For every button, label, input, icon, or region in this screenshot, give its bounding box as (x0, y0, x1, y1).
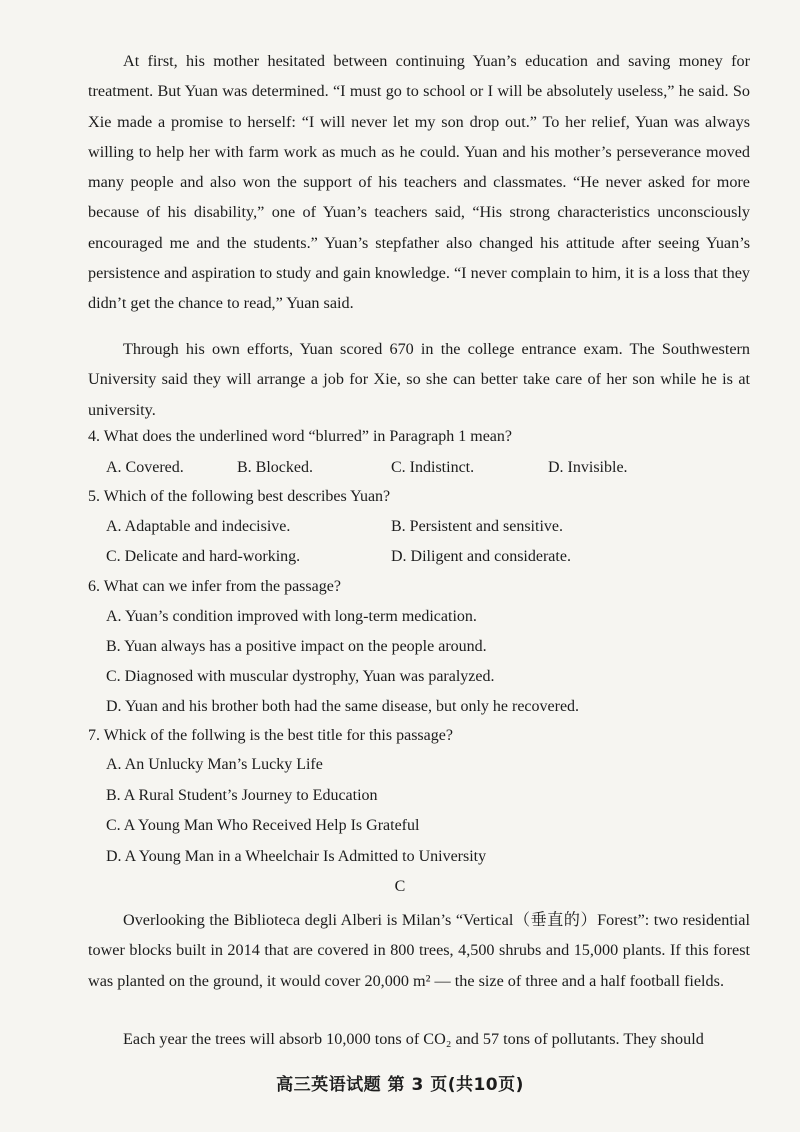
question-7-option-a: A. An Unlucky Man’s Lucky Life (106, 756, 323, 773)
question-5-stem: 5. Which of the following best describes Yuan? (88, 488, 391, 505)
question-5-option-d: D. Diligent and considerate. (391, 548, 571, 565)
question-6-option-a: A. Yuan’s condition improved with long-term medication. (106, 608, 477, 625)
section-c-paragraph-2: Each year the trees will absorb 10,000 tons of CO₂ and 57 tons of pollutants. They should (123, 1030, 704, 1048)
question-7-stem: 7. Whick of the follwing is the best title for this passage? (88, 727, 453, 744)
question-6-option-c: C. Diagnosed with muscular dystrophy, Yuan was paralyzed. (106, 668, 495, 685)
section-c-paragraph-1: Overlooking the Biblioteca degli Alberi is Milan’s “Vertical（垂直的）Forest”: two residential tower blocks built in 2014 that are covered in 800 trees, 4,500 shrubs and 15,000 plants. If this forest was planted on the ground, it would cover 20,000 m² — the size of three and a half football fields. (88, 911, 750, 990)
passage-paragraph-1: At first, his mother hesitated between continuing Yuan’s education and saving money for treatment. But Yuan was determined. “I must go to school or I will be absolutely useless,” he said. So Xie made a promise to herself: “I will never let my son drop out.” To her relief, Yuan was always willing to help her with farm work as much as he could. Yuan and his mother’s perseverance moved many people and also won the support of his teachers and classmates. “He never asked for more because of his disability,” one of Yuan’s teachers said, “His strong characteristics unconsciously encouraged me and the students.” Yuan’s stepfather also changed his attitude after seeing Yuan’s persistence and aspiration to study and gain knowledge. “I never complain to him, it is a loss that they didn’t get the chance to read,” Yuan said. (88, 52, 750, 313)
question-5-option-b: B. Persistent and sensitive. (391, 518, 563, 535)
question-4-stem: 4. What does the underlined word “blurred” in Paragraph 1 mean? (88, 428, 512, 445)
question-5-option-a: A. Adaptable and indecisive. (106, 518, 291, 535)
question-6-option-d: D. Yuan and his brother both had the same disease, but only he recovered. (106, 698, 580, 715)
question-7-option-d: D. A Young Man in a Wheelchair Is Admitted to University (106, 848, 487, 865)
question-6-stem: 6. What can we infer from the passage? (88, 578, 341, 595)
question-4-option-d: D. Invisible. (548, 459, 628, 476)
question-7-option-c: C. A Young Man Who Received Help Is Grateful (106, 817, 420, 834)
passage-paragraph-2: Through his own efforts, Yuan scored 670 in the college entrance exam. The Southwestern University said they will arrange a job for Xie, so she can better take care of her son while he is at university. (88, 340, 750, 419)
question-7-option-b: B. A Rural Student’s Journey to Education (106, 787, 378, 804)
section-c-heading: C (394, 878, 406, 895)
question-4-option-b: B. Blocked. (237, 459, 313, 476)
question-4-option-a: A. Covered. (106, 459, 184, 476)
question-5-option-c: C. Delicate and hard-working. (106, 548, 301, 565)
question-4-option-c: C. Indistinct. (391, 459, 475, 476)
question-6-option-b: B. Yuan always has a positive impact on the people around. (106, 638, 487, 655)
page-footer: 高三英语试题 第 3 页(共10页) (276, 1075, 524, 1095)
